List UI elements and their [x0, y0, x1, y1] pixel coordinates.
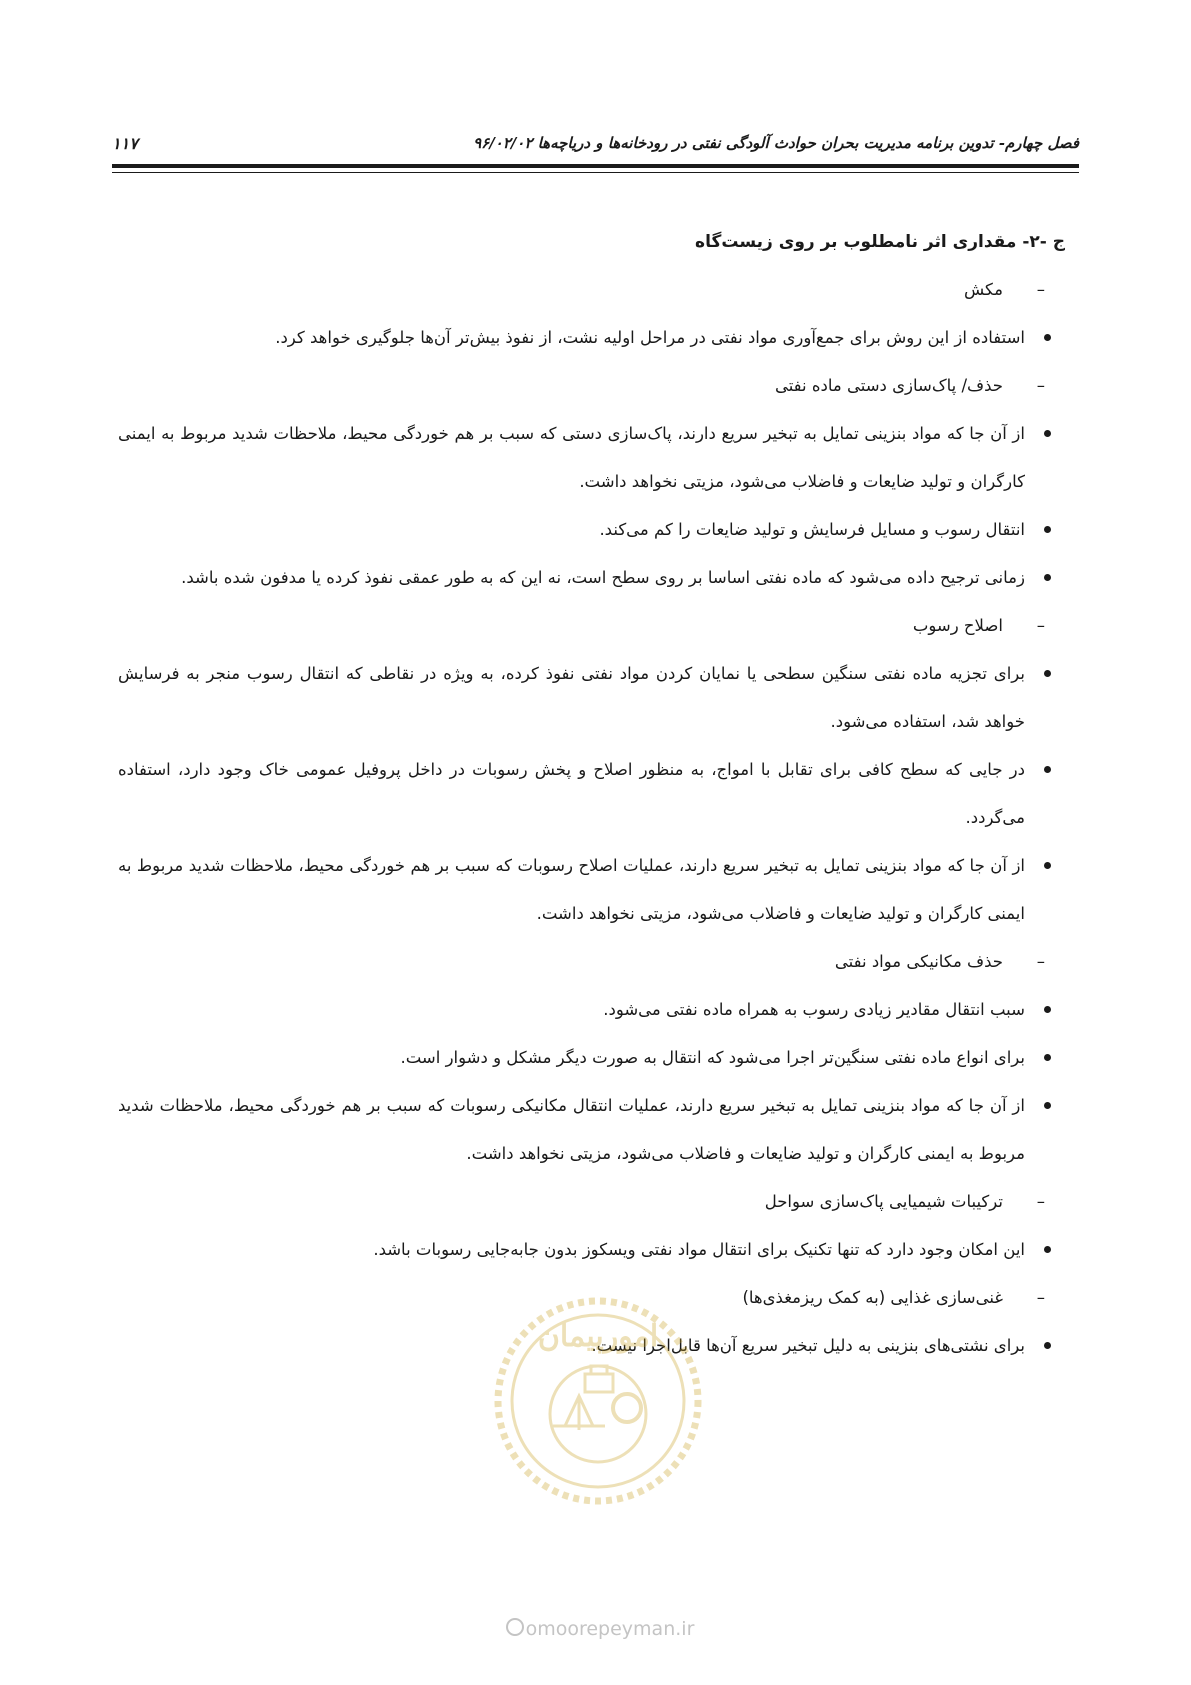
method-heading [118, 602, 1065, 650]
globe-icon [506, 1618, 524, 1636]
method-heading [118, 266, 1065, 314]
dash-marker: – [1036, 280, 1045, 299]
seal-building-icon [585, 1366, 613, 1392]
seal-core-ring [550, 1366, 646, 1462]
header-rule-thin [112, 172, 1079, 173]
running-header [112, 128, 1079, 158]
header-title: فصل چهارم- تدوین برنامه مدیریت بحران حوادث آلودگی نفتی در رودخانه‌ها و دریاچه‌ها ۹۶/۰۲/۰۲ [473, 134, 1079, 152]
bullet-text: برای تجزیه ماده نفتی سنگین سطحی یا نمایان کردن مواد نفتی نفوذ کرده، به ویژه در نقاطی که انتقال رسوب منجر به فرسایش خواهد شد، استفاده می‌شود. [118, 664, 1025, 731]
bullet-marker [1044, 1246, 1051, 1253]
bullet-text: از آن جا که مواد بنزینی تمایل به تبخیر سریع دارند، پاک‌سازی دستی که سبب بر هم خوردگی محیط، ملاحظات شدید مربوط به ایمنی کارگران و تولید ضایعات و فاضلاب می‌شود، مزیتی نخواهد داشت. [118, 424, 1025, 491]
bullet-text: برای انواع ماده نفتی سنگین‌تر اجرا می‌شود که انتقال به صورت دیگر مشکل و دشوار است. [400, 1048, 1025, 1067]
bullet-text: در جایی که سطح کافی برای تقابل با امواج، به منظور اصلاح و پخش رسوبات در داخل پروفیل عمومی خاک وجود دارد، استفاده می‌گردد. [118, 760, 1025, 827]
bullet-marker [1044, 1006, 1051, 1013]
method-heading [118, 938, 1065, 986]
dash-marker: – [1036, 1192, 1045, 1211]
bullet-item [118, 986, 1065, 1034]
bullet-text: برای نشتی‌های بنزینی به دلیل تبخیر سریع آن‌ها قابل‌اجرا نیست. [591, 1336, 1025, 1355]
bullet-item [118, 650, 1065, 746]
bullet-marker [1044, 1054, 1051, 1061]
method-heading-text: حذف مکانیکی مواد نفتی [834, 952, 1003, 971]
method-heading-text: ترکیبات شیمیایی پاک‌سازی سواحل [764, 1192, 1003, 1211]
method-heading-text: اصلاح رسوب [912, 616, 1003, 635]
bullet-item [118, 1226, 1065, 1274]
method-heading [118, 1178, 1065, 1226]
bullet-marker [1044, 670, 1051, 677]
bullet-item [118, 1082, 1065, 1178]
method-heading [118, 362, 1065, 410]
site-watermark [500, 1618, 700, 1640]
bullet-text: زمانی ترجیح داده می‌شود که ماده نفتی اساسا بر روی سطح است، نه این که به طور عمقی نفوذ کرده یا مدفون شده باشد. [181, 568, 1025, 587]
bullet-item [118, 842, 1065, 938]
bullet-marker [1044, 1342, 1051, 1349]
bullet-text: از آن جا که مواد بنزینی تمایل به تبخیر سریع دارند، عملیات اصلاح رسوبات که سبب بر هم خوردگی محیط، ملاحظات شدید مربوط به ایمنی کارگران و تولید ضایعات و فاضلاب می‌شود، مزیتی نخواهد داشت. [118, 856, 1025, 923]
bullet-item [118, 746, 1065, 842]
bullet-text: سبب انتقال مقادیر زیادی رسوب به همراه ماده نفتی می‌شود. [603, 1000, 1025, 1019]
method-heading-text: غنی‌سازی غذایی (به کمک ریزمغذی‌ها) [742, 1288, 1003, 1307]
bullet-item [118, 314, 1065, 362]
bullet-item [118, 506, 1065, 554]
seal-gear-icon [613, 1394, 641, 1422]
dash-marker: – [1036, 616, 1045, 635]
page-content [118, 218, 1065, 1370]
dash-marker: – [1036, 952, 1045, 971]
bullet-marker [1044, 430, 1051, 437]
bullet-marker [1044, 526, 1051, 533]
page-number: ۱۱۷ [112, 133, 138, 153]
bullet-marker [1044, 334, 1051, 341]
seal-watermark-logo [493, 1296, 703, 1506]
seal-scale-icon [553, 1396, 605, 1430]
header-rule-thick [112, 164, 1079, 168]
method-heading-text: مکش [964, 280, 1003, 299]
bullet-text: انتقال رسوب و مسایل فرسایش و تولید ضایعات را کم می‌کند. [599, 520, 1025, 539]
bullet-item [118, 554, 1065, 602]
bullet-text: از آن جا که مواد بنزینی تمایل به تبخیر سریع دارند، عملیات انتقال مکانیکی رسوبات که سبب بر هم خوردگی محیط، ملاحظات شدید مربوط به ایمنی کارگران و تولید ضایعات و فاضلاب می‌شود، مزیتی نخواهد داشت. [118, 1096, 1025, 1163]
seal-text: امورپیمان [537, 1319, 659, 1354]
method-heading-text: حذف/ پاک‌سازی دستی ماده نفتی [774, 376, 1003, 395]
dash-marker: – [1036, 1288, 1045, 1307]
bullet-marker [1044, 1102, 1051, 1109]
section-title: ج -۲- مقداری اثر نامطلوب بر روی زیست‌گاه [695, 232, 1065, 252]
bullet-marker [1044, 862, 1051, 869]
bullet-marker [1044, 766, 1051, 773]
bullet-text: این امکان وجود دارد که تنها تکنیک برای انتقال مواد نفتی ویسکوز بدون جابه‌جایی رسوبات باشد. [373, 1240, 1025, 1259]
bullet-item [118, 1034, 1065, 1082]
site-url: omoorepeyman.ir [525, 1618, 695, 1640]
bullet-marker [1044, 574, 1051, 581]
bullet-text: استفاده از این روش برای جمع‌آوری مواد نفتی در مراحل اولیه نشت، از نفوذ بیش‌تر آن‌ها جلوگیری خواهد کرد. [275, 328, 1025, 347]
dash-marker: – [1036, 376, 1045, 395]
bullet-item [118, 410, 1065, 506]
